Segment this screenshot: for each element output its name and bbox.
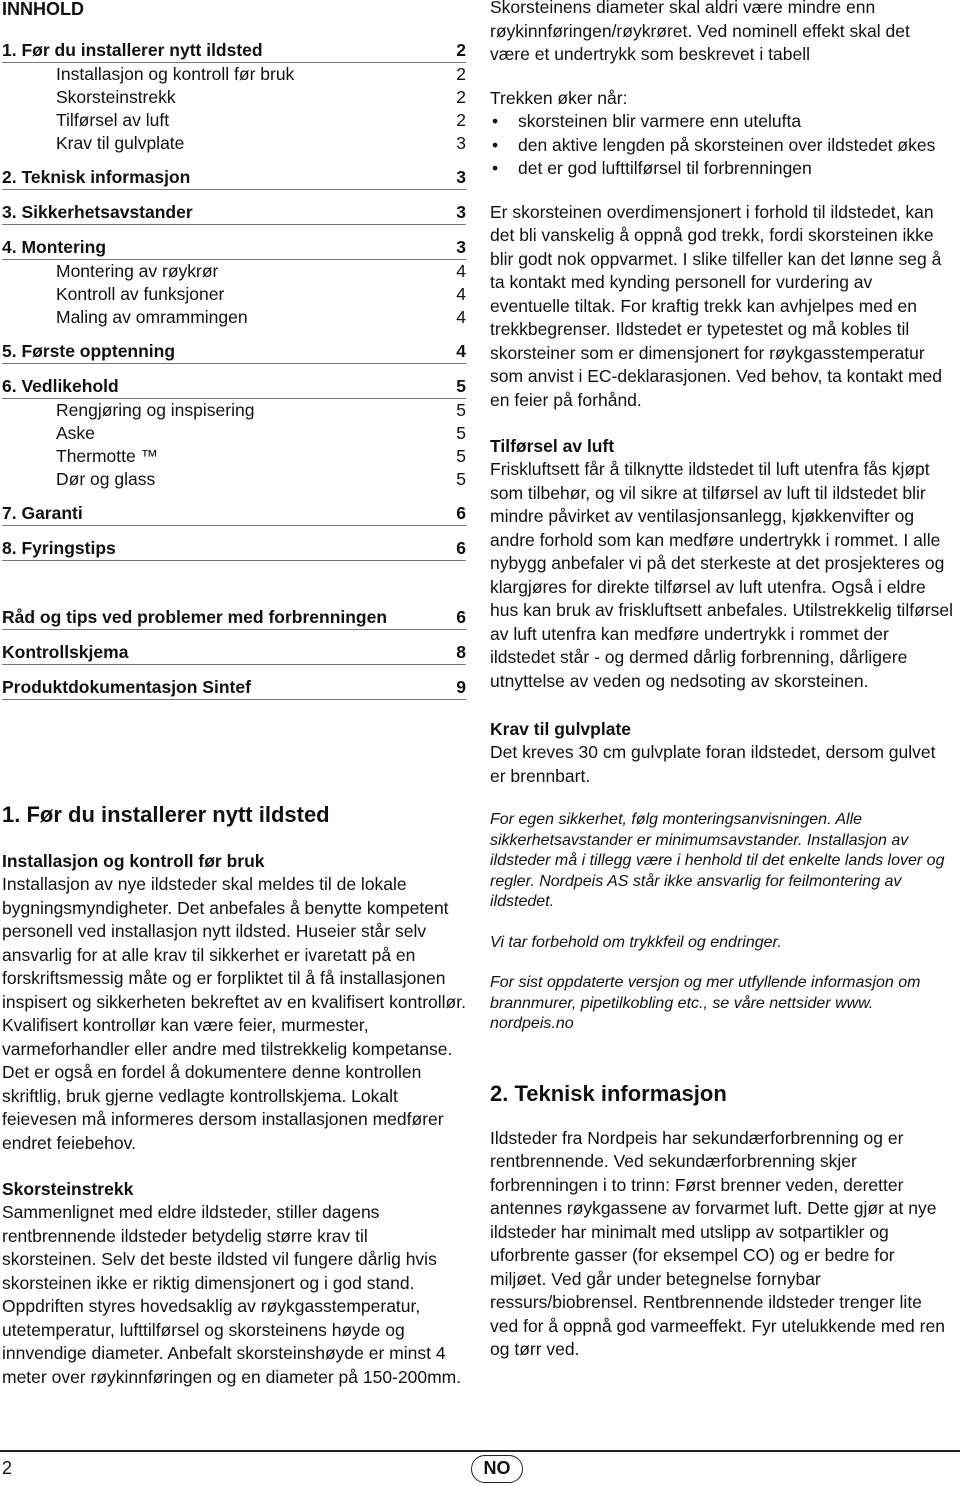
section-2-text: Ildsteder fra Nordpeis har sekundærforbrenning og er rentbrennende. Ved sekundærforbrenning skjer forbrenningen i to trinn: Først brenner veden, deretter antennes røykgassene av forvarmet luft. Dette gjør at nye ildsteder har minimalt med utslipp av sotpartikler og uforbrente gasser (for eksempel CO) og er bedre for miljøet. Ved går under betegnelse fornybar ressurs/biobrensel. Rentbrennende ildsteder trenger lite ved for å oppnå god varmeeffekt. Fyr utelukkende med ren og tørr ved. [490, 1127, 945, 1359]
list-item: • det er god lufttilførsel til forbrenningen [490, 157, 954, 181]
website-note: For sist oppdaterte versjon og mer utfyllende informasjon om brannmurer, pipetilkobling etc., se våre nettsider www. nordpeis.no [490, 974, 921, 1032]
toc-entry[interactable]: 1. Før du installerer nytt ildsted 2 [2, 38, 466, 63]
toc-subentry[interactable]: Dør og glass 5 [56, 469, 466, 489]
skorsteinstrekk-heading: Skorsteinstrekk [2, 1179, 134, 1199]
tilforsel-luft-heading: Tilførsel av luft [490, 436, 615, 456]
toc-subentry[interactable]: Aske 5 [56, 423, 466, 443]
toc-entry[interactable]: 4. Montering 3 [2, 235, 466, 260]
skorsteinstrekk-text: Sammenlignet med eldre ildsteder, stiller dagens rentbrennende ildsteder betydelig større krav til skorsteinen. Selv det beste ildsted vil fungere dårlig hvis skorsteinen ikke er riktig dimensjonert og i god stand. Oppdriften styres hovedsaklig av røykgasstemperatur, utetemperatur, lufttilførsel og skorsteinens høyde og innvendige diameter. Anbefalt skorsteinshøyde er minst 4 meter over røykinnføringen og en diameter på 150-200mm. [2, 1202, 462, 1387]
toc-subentry[interactable]: Tilførsel av luft 2 [56, 110, 466, 130]
toc-subentry[interactable]: Krav til gulvplate 3 [56, 133, 466, 153]
oversized-chimney-text: Er skorsteinen overdimensjonert i forhold til ildstedet, kan det bli vanskelig å oppnå god trekk, fordi skorsteinen ikke blir godt nok oppvarmet. I slike tilfeller kan det lønne seg å ta kontakt med kynding personell for vurdering av eventuelle tiltak. For kraftig trekk kan avhjelpes med en trekkbegrenser. Ildstedet er typetestet og må kobles til skorsteiner som er dimensjonert for røykgasstemperatur som anvist i EC-deklarasjonen. Ved behov, ta kontakt med en feier på forhånd. [490, 201, 943, 410]
toc-title: INNHOLD [2, 0, 84, 19]
installasjon-text: Installasjon av nye ildsteder skal meldes til de lokale bygningsmyndigheter. Det anbefales å benytte kompetent personell ved installasjon nytt ildsted. Huseier står selv ansvarlig for at alle krav til sikkerhet er ivaretatt på en forskriftsmessig måte og er forpliktet til å få installasjonen inspisert og sikkerheten bekreftet av en kvalifisert kontrollør. Kvalifisert kontrollør kan være feier, murmester, varmeforhandler eller andre med tilstrekkelig kompetanse. Det er også en fordel å dokumentere denne kontrollen skriftlig, bruk gjerne vedlagte kontrollskjema. Lokalt feievesen må informeres dersom installasjonen medfører endret feiebehov. [2, 874, 466, 1153]
toc-subentry[interactable]: Rengjøring og inspisering 5 [56, 400, 466, 420]
toc-subentry[interactable]: Installasjon og kontroll før bruk 2 [56, 64, 466, 84]
section-1-title: 1. Før du installerer nytt ildsted [2, 802, 330, 827]
safety-note: For egen sikkerhet, følg monteringsanvisningen. Alle sikkerhetsavstander er minimumsavstander. Installasjon av ildsteder må i tillegg være i henhold til det enkelte lands lover og regler. Nordpeis AS står ikke ansvarlig for feilmontering av ildstedet. [490, 811, 945, 910]
toc-entry[interactable]: 8. Fyringstips 6 [2, 536, 466, 561]
toc-entry[interactable]: Råd og tips ved problemer med forbrenningen 6 [2, 605, 466, 630]
section-1 [2, 802, 466, 1389]
right-column [490, 0, 954, 1362]
tilforsel-luft-text: Friskluftsett får å tilknytte ildstedet til luft utenfra fås kjøpt som tilbehør, og vil sikre at tilførsel av luft til ildstedet blir mindre påvirket av ventilasjonsanlegg, kjøkkenvifter og andre forhold som kan medføre undertrykk i rommet. I alle nybygg anbefaler vi på det sterkeste at det prosjekteres og klargjøres for direkte tilførsel av luft utenfra. Også i eldre hus kan bruk av friskluftsett anbefales. Utilstrekkelig tilførsel av luft utenfra kan medføre undertrykk i rommet der ildstedet står - og dermed dårlig forbrenning, dårligere utnyttelse av veden og nedsoting av skorsteinen. [490, 459, 953, 691]
toc-entry[interactable]: 3. Sikkerhetsavstander 3 [2, 200, 466, 225]
toc-entry[interactable]: 7. Garanti 6 [2, 501, 466, 526]
toc-entry[interactable]: Kontrollskjema 8 [2, 640, 466, 665]
page-number: 2 [2, 1458, 13, 1478]
gulvplate-text: Det kreves 30 cm gulvplate foran ildstedet, dersom gulvet er brennbart. [490, 742, 936, 786]
language-badge: NO [471, 1455, 523, 1483]
toc-entry[interactable]: 6. Vedlikehold 5 [2, 374, 466, 399]
toc-entry[interactable]: 5. Første opptenning 4 [2, 339, 466, 364]
disclaimer-note: Vi tar forbehold om trykkfeil og endringer. [490, 933, 782, 951]
chimney-diameter-text: Skorsteinens diameter skal aldri være mindre enn røykinnføringen/røykrøret. Ved nominell effekt skal det være et undertrykk som beskrevet i tabell [490, 0, 910, 64]
toc-entry[interactable]: 2. Teknisk informasjon 3 [2, 165, 466, 190]
section-2-title: 2. Teknisk informasjon [490, 1080, 727, 1106]
toc-subentry[interactable]: Thermotte ™ 5 [56, 446, 466, 466]
table-of-contents [2, 38, 466, 700]
trekk-list [490, 110, 954, 181]
toc-subentry[interactable]: Skorsteinstrekk 2 [56, 87, 466, 107]
gulvplate-heading: Krav til gulvplate [490, 719, 632, 739]
list-item: • den aktive lengden på skorsteinen over ildstedet økes [490, 134, 954, 158]
installasjon-heading: Installasjon og kontroll før bruk [2, 851, 265, 871]
list-item: • skorsteinen blir varmere enn utelufta [490, 110, 954, 134]
toc-subentry[interactable]: Montering av røykrør 4 [56, 261, 466, 281]
footer-divider [0, 1450, 960, 1452]
toc-entry[interactable]: Produktdokumentasjon Sintef 9 [2, 675, 466, 700]
toc-subentry[interactable]: Kontroll av funksjoner 4 [56, 284, 466, 304]
left-column [2, 0, 466, 1387]
trekk-intro: Trekken øker når: [490, 87, 628, 108]
toc-subentry[interactable]: Maling av omrammingen 4 [56, 307, 466, 327]
